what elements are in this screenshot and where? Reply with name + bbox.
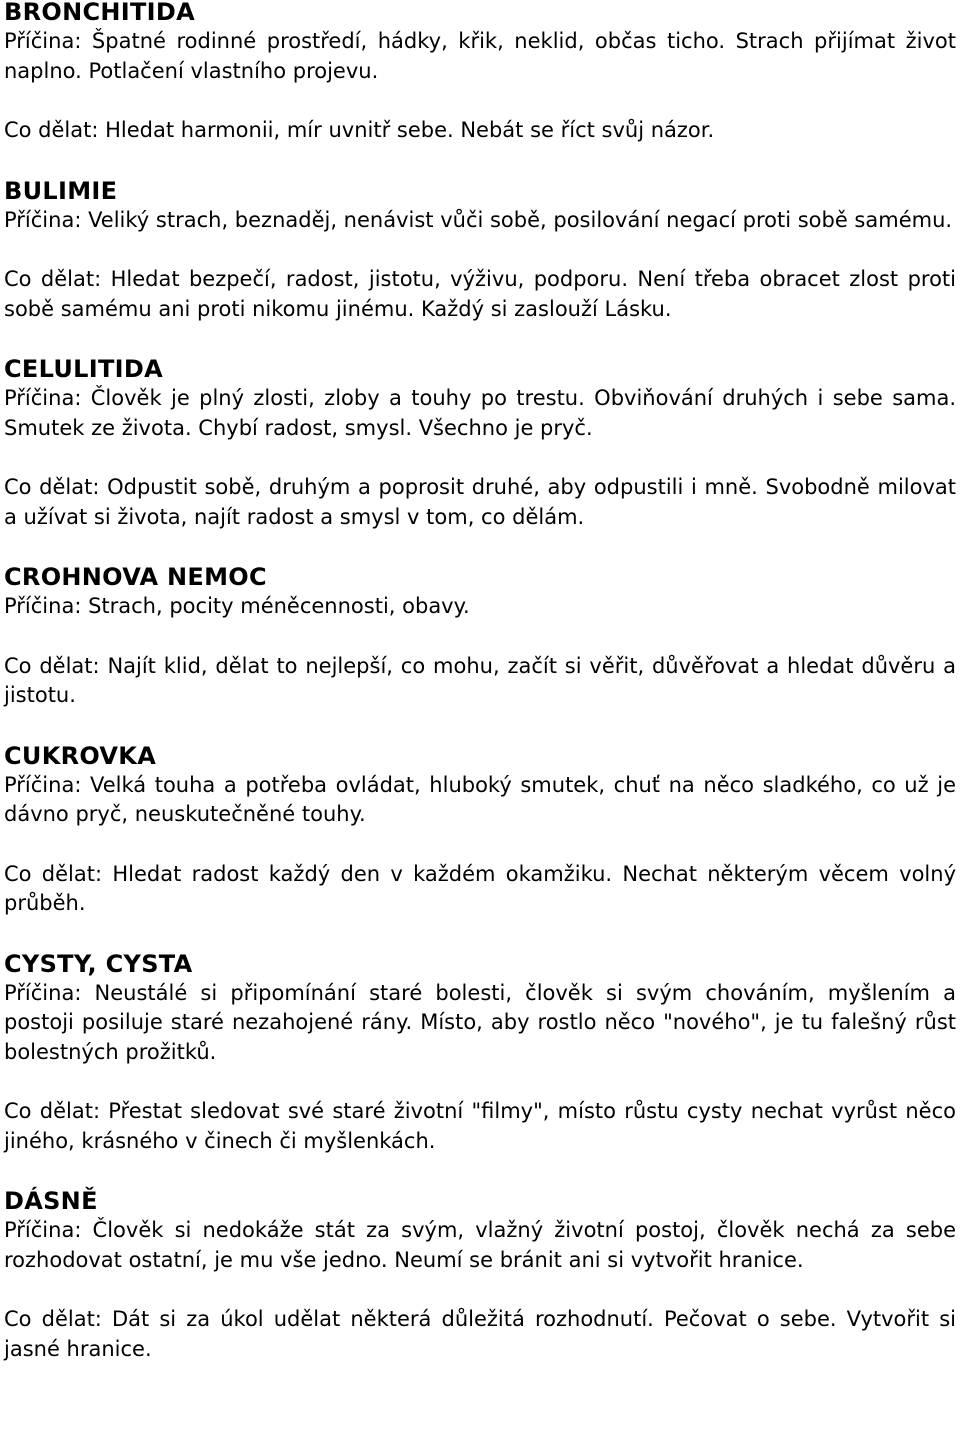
entry-cause: Příčina: Člověk si nedokáže stát za svým, vlažný životní postoj, člověk nechá za sebe rozhodovat ostatní, je mu vše jedno. Neumí se bránit ani si vytvořit hranice.	[4, 1218, 956, 1272]
entry-heading: CYSTY, CYSTA	[4, 949, 193, 978]
entry-action: Co dělat: Hledat harmonii, mír uvnitř sebe. Nebát se říct svůj názor.	[4, 118, 715, 142]
entry-cause: Příčina: Veliký strach, beznaděj, nenávist vůči sobě, posilování negací proti sobě samému.	[4, 207, 953, 232]
entry-bulimie	[4, 176, 956, 325]
entry-heading: BULIMIE	[4, 176, 118, 205]
entry-action: Co dělat: Dát si za úkol udělat některá důležitá rozhodnutí. Pečovat o sebe. Vytvořit si jasné hranice.	[4, 1307, 956, 1361]
entry-heading: DÁSNĚ	[4, 1187, 98, 1215]
entry-cause: Příčina: Strach, pocity méněcennosti, obavy.	[4, 594, 470, 618]
entry-cause: Příčina: Neustálé si připomínání staré bolesti, člověk si svým chováním, myšlením a postoji posiluje staré nezahojené rány. Místo, aby rostlo něco "nového", je tu falešný růst bolestných prožitků.	[4, 980, 956, 1064]
entry-crohnova-nemoc	[4, 562, 956, 711]
entry-action: Co dělat: Přestat sledovat své staré životní "filmy", místo růstu cysty nechat vyrůst něco jiného, krásného v činech či myšlenkách.	[4, 1099, 956, 1153]
entry-heading: CROHNOVA NEMOC	[4, 563, 267, 591]
entry-cysty	[4, 949, 956, 1157]
entry-action: Co dělat: Najít klid, dělat to nejlepší, co mohu, začít si věřit, důvěřovat a hledat důvěru a jistotu.	[4, 653, 956, 707]
entry-bronchitida	[4, 0, 956, 146]
entry-action: Co dělat: Odpustit sobě, druhým a poprosit druhé, aby odpustili i mně. Svobodně milovat a užívat si života, najít radost a smysl v tom, co dělám.	[4, 475, 956, 529]
entry-action: Co dělat: Hledat bezpečí, radost, jistotu, výživu, podporu. Není třeba obracet zlost proti sobě samému ani proti nikomu jinému. Každý si zaslouží Lásku.	[4, 267, 956, 321]
entry-heading: CUKROVKA	[4, 741, 157, 770]
entry-cause: Příčina: Člověk je plný zlosti, zloby a touhy po trestu. Obviňování druhých i sebe sama. Smutek ze života. Chybí radost, smysl. Všechno je pryč.	[4, 386, 956, 440]
entry-celulitida	[4, 354, 956, 532]
entry-cukrovka	[4, 741, 956, 919]
entry-action: Co dělat: Hledat radost každý den v každém okamžiku. Nechat některým věcem volný průběh.	[4, 861, 956, 915]
entry-cause: Příčina: Špatné rodinné prostředí, hádky, křik, neklid, občas ticho. Strach přijímat život naplno. Potlačení vlastního projevu.	[4, 29, 956, 83]
entry-dasne	[4, 1186, 956, 1364]
entry-cause: Příčina: Velká touha a potřeba ovládat, hluboký smutek, chuť na něco sladkého, co už je dávno pryč, neuskutečněné touhy.	[4, 772, 956, 826]
entry-heading: CELULITIDA	[4, 355, 163, 383]
entry-heading: BRONCHITIDA	[4, 0, 195, 26]
